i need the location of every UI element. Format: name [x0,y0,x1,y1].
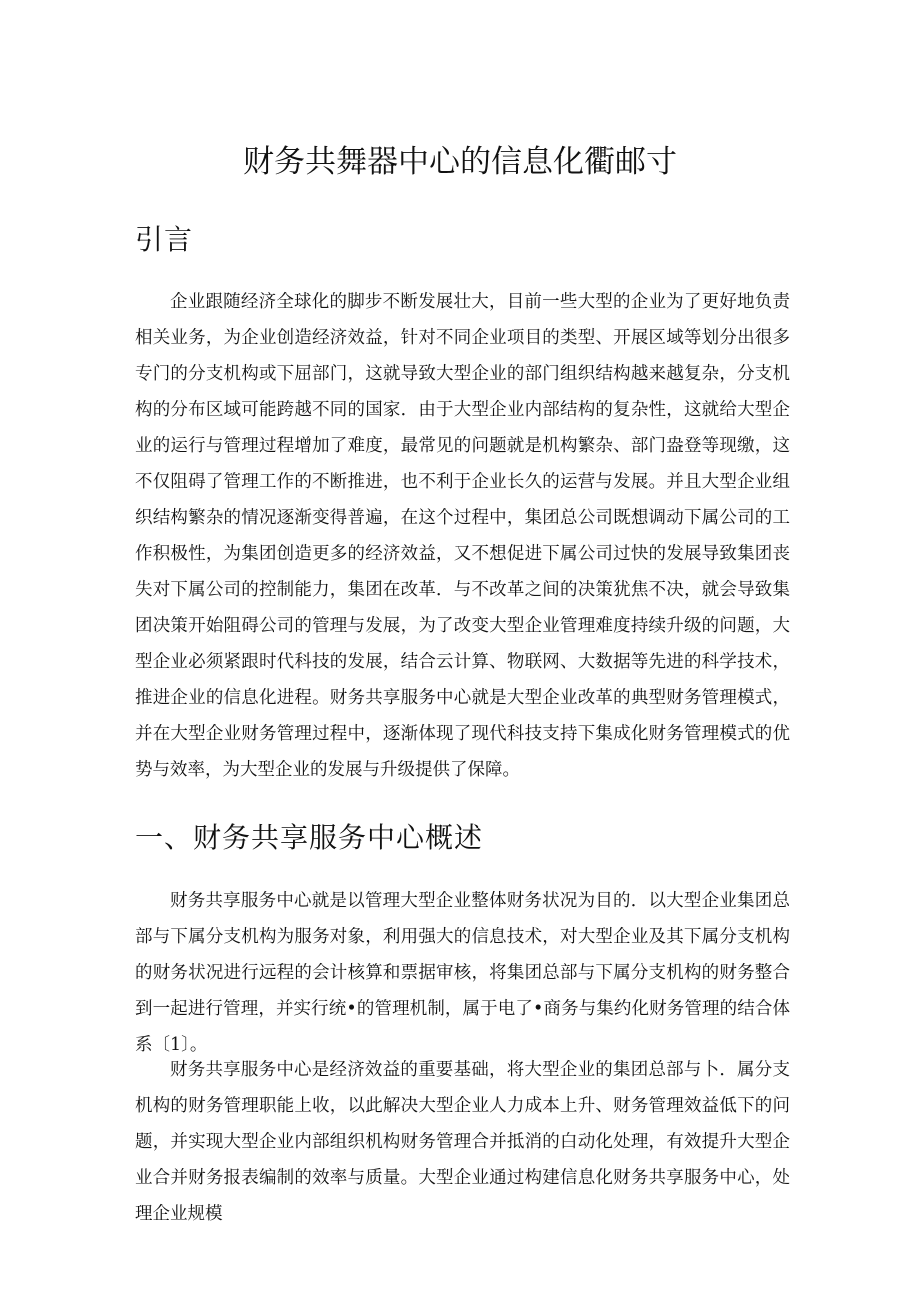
introduction-paragraph: 企业跟随经济全球化的脚步不断发展壮大，目前一些大型的企业为了更好地负责相关业务，为企业创造经济效益，针对不同企业项目的类型、开展区域等划分出很多专门的分支机构或下屈部门，这就导致大型企业的部门组织结构越来越复杂，分支机构的分布区域可能跨越不同的国家．由于大型企业内部结构的复杂性，这就给大型企业的运行与管理过程增加了难度，最常见的问题就是机构繁杂、部门盎登等现缴，这不仅阻碍了管理工作的不断推进，也不利于企业长久的运营与发展。并且大型企业组织结构繁杂的情况逐渐变得普遍，在这个过程中，集团总公司既想调动下属公司的工作积极性，为集团创造更多的经济效益，又不想促进下属公司过快的发展导致集团丧失对下属公司的控制能力，集团在改革．与不改革之间的决策犹焦不决，就会导致集团决策开始阻碍公司的管理与发展，为了改变大型企业管理难度持续升级的问题，大型企业必须紧跟时代科技的发展，结合云计算、物联网、大数据等先进的科学技术，推进企业的信息化进程。财务共享服务中心就是大型企业改革的典型财务管理模式，并在大型企业财务管理过程中，逐渐体现了现代科技支持下集成化财务管理模式的优势与效率，为大型企业的发展与升级提供了保障。 [135,292,790,780]
section-heading-overview: 一、财务共享服务中心概述 [135,821,484,854]
document-title: 财务共舞器中心的信息化衢邮寸 [243,144,677,180]
overview-paragraph-1: 财务共享服务中心就是以管理大型企业整体财务状况为目的．以大型企业集团总部与下属分支机构为服务对象，利用强大的信息技术，对大型企业及其下属分支机构的财务状况进行远程的会计核算和票据审核，将集团总部与下属分支机构的财务整合到一起进行管理，并实行统•的管理机制，属于电了•商务与集约化财务管理的结合体系〔1〕。 [135,891,790,1055]
section-heading-introduction: 引言 [135,223,194,256]
overview-paragraph-2: 财务共享服务中心是经济效益的重要基础，将大型企业的集团总部与卜．属分支机构的财务管理职能上收，以此解决大型企业人力成本上升、财务管理效益低下的问题，并实现大型企业内部组织机构财务管理合并抵消的白动化处理，有效提升大型企业合并财务报表编制的效率与质量。大型企业通过构建信息化财务共享服务中心，处理企业规模 [135,1060,790,1224]
